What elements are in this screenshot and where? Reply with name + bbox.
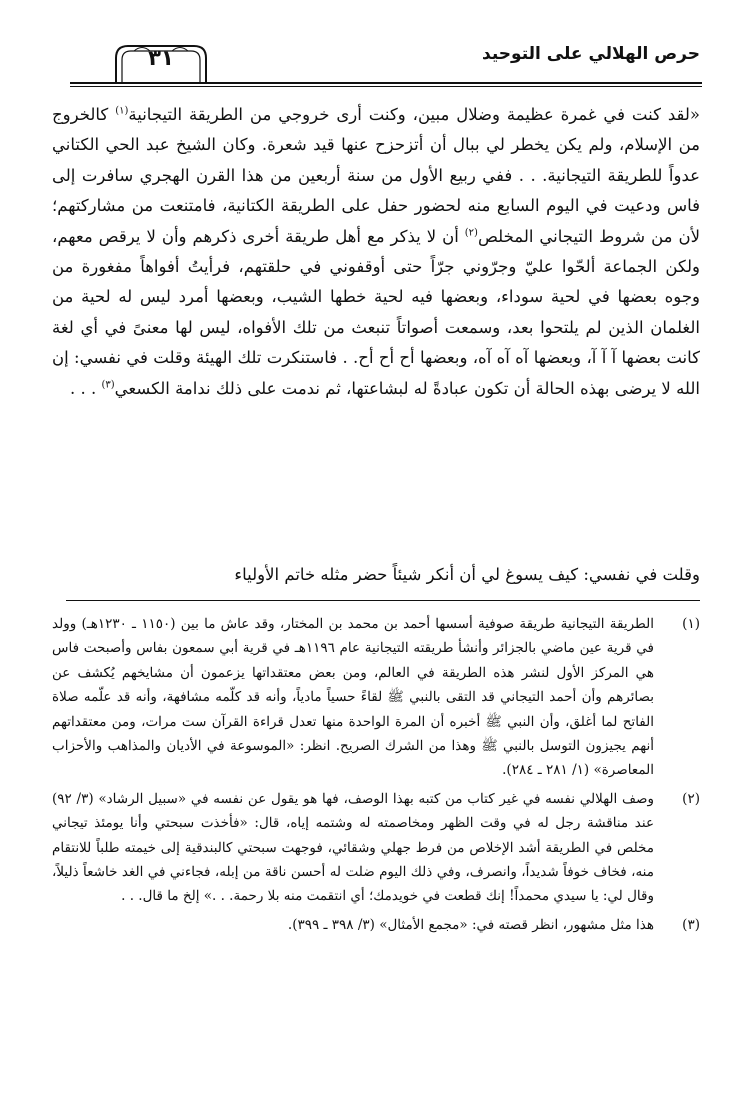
footnote-separator: [66, 600, 700, 601]
header-rule-thin: [70, 86, 702, 87]
continuation-line: وقلت في نفسي: كيف يسوغ لي أن أنكر شيئاً حضر مثله خاتم الأولياء: [234, 565, 700, 584]
footnote-ref-3[interactable]: (٣): [101, 379, 115, 391]
page-number: ٣١: [148, 46, 174, 70]
footnote-3: [52, 913, 700, 937]
running-title: حرص الهلالي على التوحيد: [482, 44, 700, 64]
header-rule: [70, 82, 702, 84]
footnote-text: هذا مثل مشهور، انظر قصته في: «مجمع الأمثال» (٣/ ٣٩٨ ـ ٣٩٩).: [287, 916, 654, 933]
footnote-ref-1[interactable]: (١): [115, 105, 129, 117]
footnote-number: (١): [682, 616, 700, 632]
footnote-number: (٢): [682, 790, 700, 807]
footnote-text: وصف الهلالي نفسه في غير كتاب من كتبه بهذا الوصف، فها هو يقول عن نفسه في «سبيل الرشاد» (٣/ ٩٢) عند مناقشة رجل له في وقت الظهر ومخاصمته له وشتمه إياه، قال: «فأخذت سبحتي وأنا يومئذ تيجاني مخلص في الطريقة أشد الإخلاص من فرط جهلي وشقائي، فوجهت سبحتي كالبندقية إلى خيمته طلباً للانتقام منه، فخاف خوفاً شديداً، وانصرف، وفي ذلك اليوم ضلت له أحسن ناقة من إبله، فجاءني في الغد خاشعاً ذليلاً، وقال لي: يا سيدي محمداً! إنك قطعت في خويدمك؛ أي انتقمت منه بلا رحمة. . .» إلخ ما قال. . .: [52, 790, 654, 905]
footnotes: [52, 612, 700, 941]
page-number-badge: [112, 40, 210, 86]
paragraph-part-2: كالخروج من الإسلام، ولم يكن يخطر لي ببال أن أتزحزح عنها قيد شعرة. وكان الشيخ عبد الحي الكتاني عدواً للطريقة التيجانية. . . ففي ربيع الأول من سنة أربعين من هذا القرن الهجري سافرت إلى فاس ودعيت في اليوم السابع منه لحضور حفل على الطريقة الكتانية، فامتنعت من مشاركتهم؛ لأن من شروط التيجاني المخلص: [52, 105, 700, 246]
main-text: [52, 100, 700, 404]
footnote-1: [52, 612, 700, 783]
paragraph-part-3: أن لا يذكر مع أهل طريقة أخرى ذكرهم وأن لا يرقص معهم، ولكن الجماعة ألحّوا عليّ وجرّوني جرّاً حتى أوقفوني في حلقتهم، فرأيتُ أفواهاً مفغورة من وجوه بعضها في لحية سوداء، وبعضها فيه لحية خطها الشيب، وبعضها أمرد ليس له لحية من الغلمان الذين لم يلتحوا بعد، وسمعت أصواتاً تنبعث من تلك الأفواه، ليس لها معنىً في أي لغة كانت بعضها آ آ آ، وبعضها آه آه آه، وبعضها أح أح أح. . فاستنكرت تلك الهيئة وقلت في نفسي: إن الله لا يرضى بهذه الحالة أن تكون عبادةً له لبشاعتها، ثم ندمت على ذلك ندامة الكسعي: [52, 226, 700, 398]
paragraph-part-1: «لقد كنت في غمرة عظيمة وضلال مبين، وكنت أرى خروجي من الطريقة التيجانية: [128, 105, 701, 124]
footnote-ref-2[interactable]: (٢): [464, 227, 478, 239]
footnote-text: الطريقة التيجانية طريقة صوفية أسسها أحمد بن محمد بن المختار، وقد عاش ما بين (١١٥٠ ـ ١٢٣٠هـ) وولد في قرية عين ماضي بالجزائر وأنشأ طريقته التيجانية عام ١١٩٦هـ في قرية أبي سمعون بفاس وأصبحت فاس هي المركز الأول لنشر هذه الطريقة في العالم، ومن بعض معتقداتها يزعمون أن مشايخهم يُكشف عن بصائرهم وأن أحمد التيجاني قد التقى بالنبي ﷺ لقاءً حسياً مادياً، وأنه قد كلّمه مشافهة، وأنه قد علّمه صلاة الفاتح لما أغلق، وأن النبي ﷺ أخبره أن المرة الواحدة منها تعدل قراءة القرآن ست مرات، ومن معتقداتهم أنهم يجيزون التوسل بالنبي ﷺ وهذا من الشرك الصريح. انظر: «الموسوعة في الأديان والمذاهب والأحزاب المعاصرة» (١/ ٢٨١ ـ ٢٨٤).: [52, 616, 654, 779]
quote-paragraph: [52, 100, 700, 404]
paragraph-part-4: . . .: [70, 378, 102, 398]
footnote-2: [52, 787, 700, 909]
footnote-number: (٣): [682, 916, 700, 933]
